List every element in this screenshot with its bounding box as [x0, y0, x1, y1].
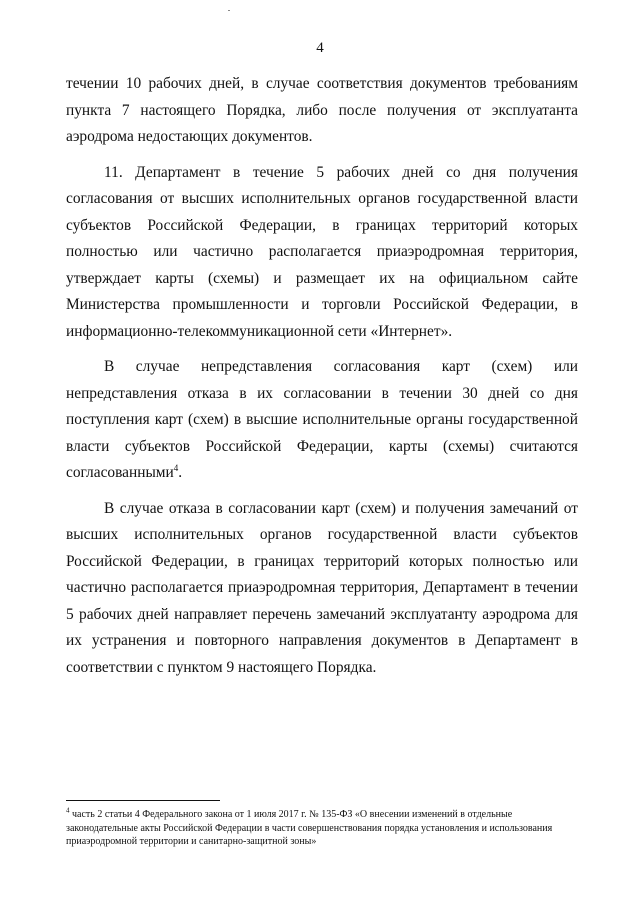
- page-number: 4: [316, 40, 324, 56]
- paragraph-text: 11. Департамент в течение 5 рабочих дней со дня получения согласования от высших исполнительных органов государственной власти субъектов Российской Федерации, в границах территорий которых полностью или частично располагается приаэродромная территория, утверждает карты (схемы) и размещает их на официальном сайте Министерства промышленности и торговли Российской Федерации, в информационно-телекоммуникационной сети «Интернет».: [66, 163, 578, 340]
- paragraph-refusal: [66, 496, 578, 682]
- paragraph-text: В случае отказа в согласовании карт (схем) и получения замечаний от высших исполнительных органов государственной власти субъектов Российской Федерации, в границах территорий которых полностью или частично располагается приаэродромная территория, Департамент в течении 5 рабочих дней направляет перечень замечаний эксплуатанту аэродрома для их устранения и повторного направления документов в Департамент в соответствии с пунктом 9 настоящего Порядка.: [66, 499, 578, 676]
- paragraph-text: В случае непредставления согласования карт (схем) или непредставления отказа в их согласовании в течении 30 дней со дня поступления карт (схем) в высшие исполнительные органы государственной власти субъектов Российской Федерации, карты (схемы) считаются согласованными: [66, 358, 578, 481]
- paragraph-item-11: [66, 160, 578, 346]
- paragraph-continuation: [66, 71, 578, 151]
- document-body: [66, 71, 578, 690]
- footnote-marker: 4: [66, 806, 70, 815]
- footnote-separator: [66, 800, 220, 801]
- paragraph-no-response: В случае непредставления согласования карт (схем) или непредставления отказа в их согласовании в течении 30 дней со дня поступления карт (схем) в высшие исполнительные органы государственной власти субъектов Российской Федерации, карты (схемы) считаются согласованными$^4$.: [66, 358, 578, 481]
- footnote-text: часть 2 статьи 4 Федерального закона от 1 июля 2017 г. № 135-ФЗ «О внесении изменений в отдельные законодательные акты Российской Федерации в части совершенствования порядка установления и использования приаэродромной территории и санитарно-защитной зоны»: [66, 809, 553, 847]
- footnote-reference: 4: [173, 462, 179, 473]
- scan-speck: [228, 10, 230, 11]
- paragraph-text: течении 10 рабочих дней, в случае соответствия документов требованиям пункта 7 настоящего Порядка, либо после получения от эксплуатанта аэродрома недостающих документов.: [66, 75, 578, 145]
- footnote: [66, 808, 578, 849]
